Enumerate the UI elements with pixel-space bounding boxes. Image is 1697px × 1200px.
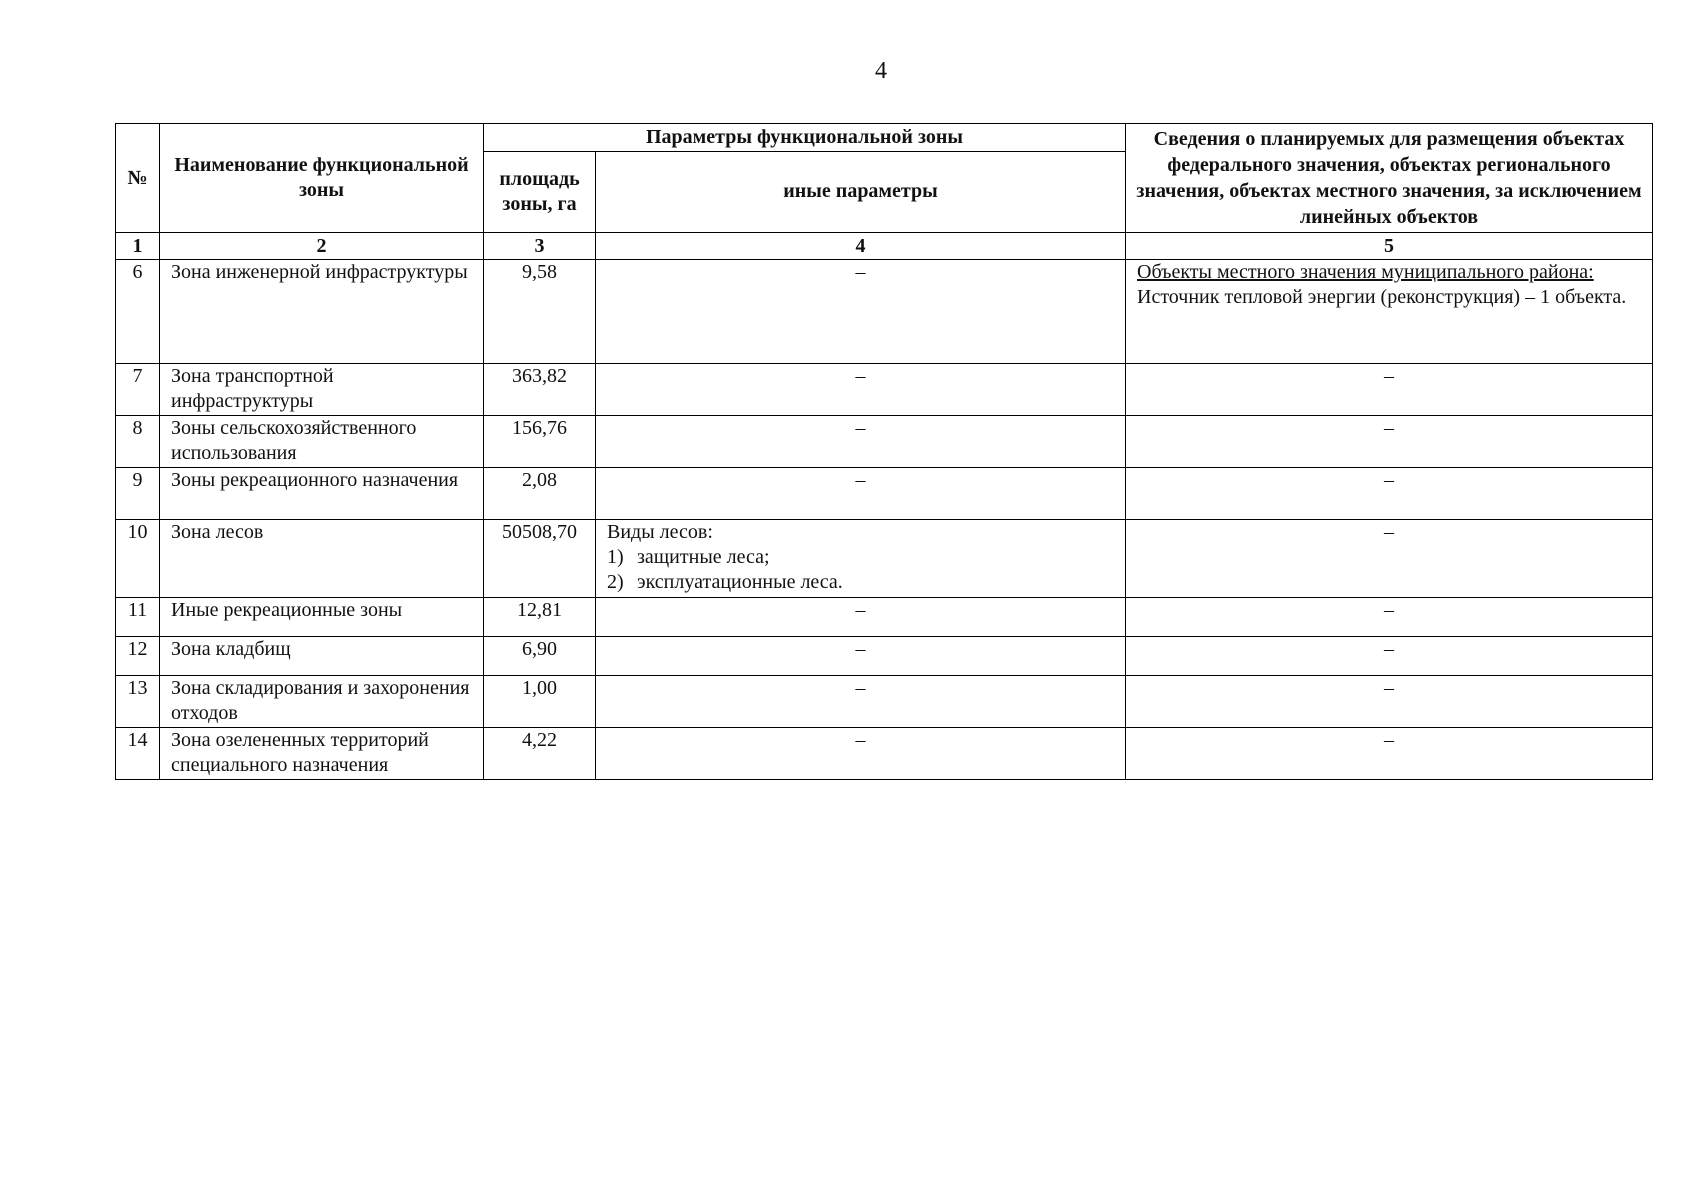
- zone-name: Зона инженерной инфраструктуры: [160, 260, 484, 364]
- header-other: иные параметры: [596, 151, 1126, 233]
- objects-heading: Объекты местного значения муниципального района:: [1137, 261, 1594, 283]
- zone-name: Зона транспортной инфраструктуры: [160, 364, 484, 416]
- functional-zones-table: [115, 123, 1653, 780]
- planned-objects: –: [1126, 416, 1653, 468]
- header-num: №: [116, 124, 160, 233]
- column-number: 1: [116, 233, 160, 260]
- zone-area: 1,00: [484, 676, 596, 728]
- table-row: [116, 598, 1653, 637]
- row-number: 9: [116, 468, 160, 520]
- table-row: [116, 637, 1653, 676]
- forest-types-heading: Виды лесов:: [607, 521, 713, 543]
- planned-objects: –: [1126, 468, 1653, 520]
- table-row: [116, 676, 1653, 728]
- planned-objects: –: [1126, 364, 1653, 416]
- row-number: 6: [116, 260, 160, 364]
- zone-area: 50508,70: [484, 520, 596, 598]
- row-number: 7: [116, 364, 160, 416]
- forest-types-list: [607, 545, 1120, 595]
- planned-objects: –: [1126, 520, 1653, 598]
- zone-name: Зона кладбищ: [160, 637, 484, 676]
- zone-area: 2,08: [484, 468, 596, 520]
- header-name: Наименование функциональной зоны: [160, 124, 484, 233]
- list-item-number: 2): [607, 571, 624, 593]
- column-number: 4: [596, 233, 1126, 260]
- planned-objects: –: [1126, 637, 1653, 676]
- list-item: [607, 570, 1120, 595]
- column-number: 2: [160, 233, 484, 260]
- header-objects: Сведения о планируемых для размещения объектах федерального значения, объектах регионального значения, объектах местного значения, за исключением линейных объектов: [1126, 124, 1653, 233]
- other-params: –: [596, 598, 1126, 637]
- row-number: 11: [116, 598, 160, 637]
- list-item: [607, 545, 1120, 570]
- zone-area: 363,82: [484, 364, 596, 416]
- other-params: –: [596, 728, 1126, 780]
- table-row: [116, 416, 1653, 468]
- table-row: [116, 520, 1653, 598]
- zone-name: Зоны сельскохозяйственного использования: [160, 416, 484, 468]
- other-params: –: [596, 416, 1126, 468]
- zone-area: 9,58: [484, 260, 596, 364]
- row-number: 8: [116, 416, 160, 468]
- list-item-text: эксплуатационные леса.: [637, 571, 843, 593]
- other-params: –: [596, 260, 1126, 364]
- page-number: 4: [875, 58, 887, 84]
- other-params: –: [596, 364, 1126, 416]
- other-params: –: [596, 637, 1126, 676]
- list-item-text: защитные леса;: [637, 546, 770, 568]
- zone-area: 12,81: [484, 598, 596, 637]
- list-item-number: 1): [607, 546, 624, 568]
- row-number: 10: [116, 520, 160, 598]
- objects-text: Источник тепловой энергии (реконструкция) – 1 объекта.: [1137, 286, 1627, 308]
- planned-objects: [1126, 260, 1653, 364]
- table-row: [116, 468, 1653, 520]
- planned-objects: –: [1126, 598, 1653, 637]
- row-number: 14: [116, 728, 160, 780]
- header-area: площадь зоны, га: [484, 151, 596, 233]
- header-params-group: Параметры функциональной зоны: [484, 124, 1126, 152]
- other-params: [596, 520, 1126, 598]
- zone-area: 156,76: [484, 416, 596, 468]
- zone-name: Иные рекреационные зоны: [160, 598, 484, 637]
- zone-name: Зона озелененных территорий специального назначения: [160, 728, 484, 780]
- zone-area: 4,22: [484, 728, 596, 780]
- row-number: 13: [116, 676, 160, 728]
- table-row: [116, 364, 1653, 416]
- zone-name: Зона складирования и захоронения отходов: [160, 676, 484, 728]
- column-number: 3: [484, 233, 596, 260]
- table-row: [116, 728, 1653, 780]
- other-params: –: [596, 468, 1126, 520]
- planned-objects: –: [1126, 676, 1653, 728]
- table-row: [116, 260, 1653, 364]
- zone-name: Зоны рекреационного назначения: [160, 468, 484, 520]
- other-params: –: [596, 676, 1126, 728]
- zone-name: Зона лесов: [160, 520, 484, 598]
- planned-objects: –: [1126, 728, 1653, 780]
- column-number: 5: [1126, 233, 1653, 260]
- zone-area: 6,90: [484, 637, 596, 676]
- row-number: 12: [116, 637, 160, 676]
